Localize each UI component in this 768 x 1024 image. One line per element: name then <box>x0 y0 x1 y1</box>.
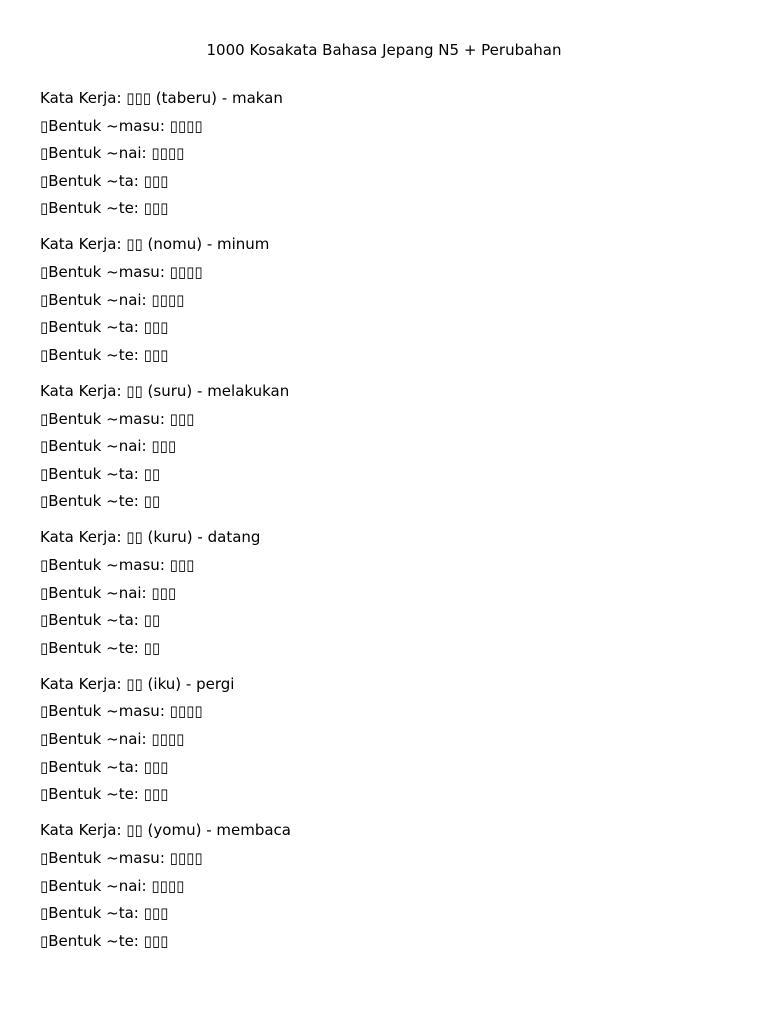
verb-form-masu: ▯Bentuk ~masu: ▯▯▯▯ <box>40 848 203 867</box>
verb-entry-suru <box>40 380 740 518</box>
verb-form-ta: ▯Bentuk ~ta: ▯▯▯ <box>40 318 169 337</box>
verb-form-masu: ▯Bentuk ~masu: ▯▯▯▯ <box>40 263 203 282</box>
verb-form-nai: ▯Bentuk ~nai: ▯▯▯▯ <box>40 290 185 309</box>
verb-form-ta: ▯Bentuk ~ta: ▯▯ <box>40 611 161 630</box>
verb-heading: Kata Kerja: ▯▯▯ (taberu) - makan <box>40 89 283 107</box>
verb-form-masu: ▯Bentuk ~masu: ▯▯▯ <box>40 409 195 428</box>
verb-heading: Kata Kerja: ▯▯ (suru) - melakukan <box>40 381 290 400</box>
verb-entry-kuru <box>40 526 740 664</box>
verb-form-te: ▯Bentuk ~te: ▯▯▯ <box>40 785 169 804</box>
verb-form-nai: ▯Bentuk ~nai: ▯▯▯▯ <box>40 876 185 895</box>
verb-entry-nomu <box>40 233 740 371</box>
verb-heading: Kata Kerja: ▯▯ (iku) - pergi <box>40 674 235 693</box>
verb-heading: Kata Kerja: ▯▯ (kuru) - datang <box>40 528 261 547</box>
verb-form-nai: ▯Bentuk ~nai: ▯▯▯ <box>40 583 177 602</box>
verb-form-nai: ▯Bentuk ~nai: ▯▯▯ <box>40 437 177 456</box>
verb-form-te: ▯Bentuk ~te: ▯▯▯ <box>40 931 169 950</box>
verb-form-te: ▯Bentuk ~te: ▯▯ <box>40 492 161 511</box>
verb-form-te: ▯Bentuk ~te: ▯▯▯ <box>40 345 169 364</box>
verb-form-ta: ▯Bentuk ~ta: ▯▯▯ <box>40 757 169 776</box>
verb-form-te: ▯Bentuk ~te: ▯▯ <box>40 638 161 657</box>
verb-form-ta: ▯Bentuk ~ta: ▯▯▯ <box>40 171 169 190</box>
verb-heading: Kata Kerja: ▯▯ (yomu) - membaca <box>40 821 291 840</box>
verb-form-nai: ▯Bentuk ~nai: ▯▯▯▯ <box>40 730 185 749</box>
verb-form-te: ▯Bentuk ~te: ▯▯▯ <box>40 199 169 218</box>
verb-form-masu: ▯Bentuk ~masu: ▯▯▯ <box>40 556 195 574</box>
verb-form-masu: ▯Bentuk ~masu: ▯▯▯▯ <box>40 116 203 135</box>
verb-entry-yomu <box>40 819 740 957</box>
verb-form-nai: ▯Bentuk ~nai: ▯▯▯▯ <box>40 144 185 163</box>
verb-form-ta: ▯Bentuk ~ta: ▯▯ <box>40 464 161 483</box>
verb-heading: Kata Kerja: ▯▯ (nomu) - minum <box>40 235 270 254</box>
document-title: 1000 Kosakata Bahasa Jepang N5 + Perubahan <box>206 41 562 59</box>
verb-entry-iku <box>40 673 740 811</box>
verb-entry-taberu <box>40 87 740 225</box>
verb-form-masu: ▯Bentuk ~masu: ▯▯▯▯ <box>40 702 203 721</box>
document-content <box>40 87 740 966</box>
verb-form-ta: ▯Bentuk ~ta: ▯▯▯ <box>40 904 169 923</box>
